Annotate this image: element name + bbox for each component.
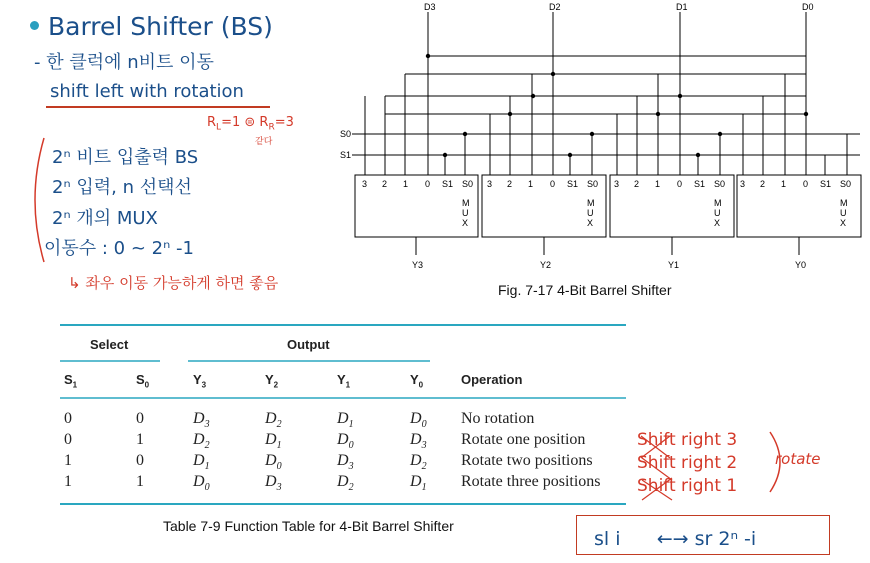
mux-pin-s0: S0 xyxy=(587,179,599,189)
mux-label-char: U xyxy=(840,208,847,218)
table-cell: $D_3$ xyxy=(193,410,210,431)
bullet-4: 이동수 : 0 ~ 2ⁿ -1 xyxy=(44,238,194,259)
table-cell: $D_1$ xyxy=(410,473,427,494)
col-y3: $Y_3$ xyxy=(193,372,207,390)
output-y2: Y2 xyxy=(540,260,552,270)
mux-pin-2: 2 xyxy=(634,179,640,189)
output-y1: Y1 xyxy=(668,260,680,270)
mux-pin-1: 1 xyxy=(528,179,534,189)
mux-label-char: U xyxy=(714,208,721,218)
bullet-2: 2ⁿ 입력, n 선택선 xyxy=(52,177,192,198)
note-arrow: ↳ 좌우 이동 가능하게 하면 좋음 xyxy=(68,274,279,292)
col-s1: $S_1$ xyxy=(64,372,78,390)
mux-pin-s1: S1 xyxy=(567,179,579,189)
mux-pin-0: 0 xyxy=(550,179,556,189)
note-shift-right-3: Shift right 3 xyxy=(637,430,738,450)
table-caption: Table 7-9 Function Table for 4-Bit Barrel Shifter xyxy=(163,518,454,534)
mux-pin-s1: S1 xyxy=(442,179,454,189)
col-s0: $S_0$ xyxy=(136,372,150,390)
note-rotate: rotate xyxy=(775,450,821,468)
output-y3: Y3 xyxy=(412,260,424,270)
mux-label-char: M xyxy=(587,198,595,208)
mux-pin-0: 0 xyxy=(677,179,683,189)
table-cell: $D_2$ xyxy=(193,431,210,452)
figure-caption: Fig. 7-17 4-Bit Barrel Shifter xyxy=(498,282,672,298)
table-cell: $D_2$ xyxy=(265,410,282,431)
note-shift-right-1: Shift right 1 xyxy=(637,476,738,496)
mux-pin-3: 3 xyxy=(740,179,746,189)
table-cell: $D_1$ xyxy=(337,410,354,431)
note-rl-val: =1 xyxy=(221,115,241,130)
mux-label-char: M xyxy=(714,198,722,208)
col-operation: Operation xyxy=(461,372,523,387)
mux-pin-1: 1 xyxy=(781,179,787,189)
table-cell: 1 xyxy=(64,473,72,490)
table-cell: No rotation xyxy=(461,410,535,427)
slide-subtitle-2: shift left with rotation xyxy=(50,81,244,102)
col-y0: $Y_0$ xyxy=(410,372,424,390)
mux-label-char: X xyxy=(714,218,721,228)
header-select: Select xyxy=(90,337,129,352)
mux-label-char: X xyxy=(462,218,469,228)
table-cell: $D_1$ xyxy=(265,431,282,452)
table-cell: $D_0$ xyxy=(337,431,354,452)
note-rl: R xyxy=(207,115,217,130)
slide-subtitle: - 한 클럭에 n비트 이동 xyxy=(34,52,214,73)
note-rr-val: =3 xyxy=(274,115,294,130)
bullet-3: 2ⁿ 개의 MUX xyxy=(52,208,158,229)
table-cell: $D_2$ xyxy=(410,452,427,473)
mux-pin-2: 2 xyxy=(507,179,513,189)
mux-pin-2: 2 xyxy=(382,179,388,189)
select-s1: S1 xyxy=(340,150,352,160)
table-cell: 1 xyxy=(136,431,144,448)
mux-pin-s1: S1 xyxy=(694,179,706,189)
slide-title-text: Barrel Shifter (BS) xyxy=(48,12,273,41)
table-cell: 0 xyxy=(136,452,144,469)
note-shift-right-2: Shift right 2 xyxy=(637,453,738,473)
table-cell: $D_3$ xyxy=(410,431,427,452)
mux-pin-2: 2 xyxy=(760,179,766,189)
table-cell: Rotate one position xyxy=(461,431,586,448)
table-cell: 1 xyxy=(64,452,72,469)
note-rr: R xyxy=(259,115,269,130)
output-y0: Y0 xyxy=(795,260,807,270)
mux-pin-0: 0 xyxy=(803,179,809,189)
col-y2: $Y_2$ xyxy=(265,372,279,390)
mux-pin-s0: S0 xyxy=(714,179,726,189)
input-d0: D0 xyxy=(802,2,814,12)
table-cell: $D_0$ xyxy=(265,452,282,473)
note-rl-sub: L xyxy=(216,122,222,133)
note-rr-sub: R xyxy=(268,122,275,133)
mux-pin-1: 1 xyxy=(403,179,409,189)
input-d3: D3 xyxy=(424,2,436,12)
mux-pin-3: 3 xyxy=(487,179,493,189)
mux-pin-0: 0 xyxy=(425,179,431,189)
col-y1: $Y_1$ xyxy=(337,372,351,390)
table-cell: $D_0$ xyxy=(193,473,210,494)
mux-label-char: X xyxy=(587,218,594,228)
note-same: 같다 xyxy=(255,137,273,147)
table-cell: 0 xyxy=(64,410,72,427)
table-cell: $D_0$ xyxy=(410,410,427,431)
mux-pin-3: 3 xyxy=(614,179,620,189)
table-cell: $D_3$ xyxy=(265,473,282,494)
equivalence-text: sl i ←→ sr 2ⁿ -i xyxy=(594,528,757,550)
mux-label-char: M xyxy=(462,198,470,208)
table-cell: Rotate two positions xyxy=(461,452,593,469)
input-d2: D2 xyxy=(549,2,561,12)
mux-label-char: U xyxy=(462,208,469,218)
mux-pin-3: 3 xyxy=(362,179,368,189)
table-cell: $D_2$ xyxy=(337,473,354,494)
table-cell: Rotate three positions xyxy=(461,473,601,490)
bullet-1: 2ⁿ 비트 입출력 BS xyxy=(52,147,199,168)
table-cell: 0 xyxy=(136,410,144,427)
input-d1: D1 xyxy=(676,2,688,12)
header-output: Output xyxy=(287,337,330,352)
note-equiv: ⊜ xyxy=(244,115,256,130)
mux-label-char: U xyxy=(587,208,594,218)
mux-label-char: M xyxy=(840,198,848,208)
mux-pin-s0: S0 xyxy=(462,179,474,189)
table-cell: $D_1$ xyxy=(193,452,210,473)
select-s0: S0 xyxy=(340,129,352,139)
mux-label-char: X xyxy=(840,218,847,228)
table-cell: $D_3$ xyxy=(337,452,354,473)
mux-pin-1: 1 xyxy=(655,179,661,189)
mux-pin-s1: S1 xyxy=(820,179,832,189)
mux-pin-s0: S0 xyxy=(840,179,852,189)
table-cell: 0 xyxy=(64,431,72,448)
table-cell: 1 xyxy=(136,473,144,490)
